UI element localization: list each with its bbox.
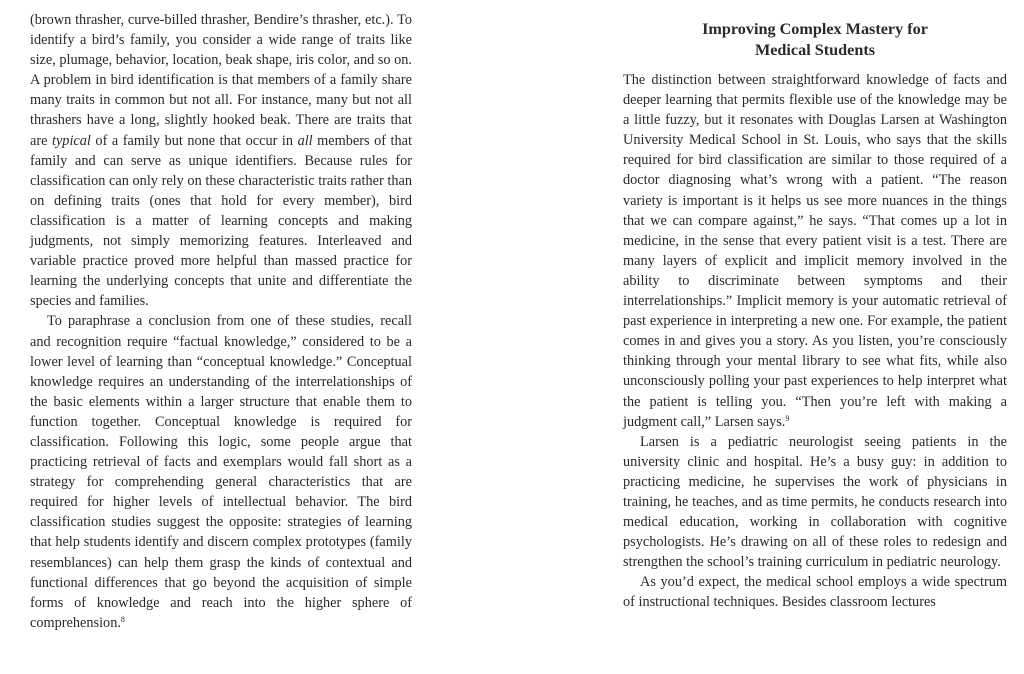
footnote-ref-8[interactable]: 8	[120, 614, 125, 624]
right-paragraph-2: Larsen is a pediatric neurologist seeing patients in the university clinic and hospital. He’s a busy guy: in addition to practicing medicine, he supervises the work of physicians in training, he teaches, and as time permits, he conducts research into medical education, working in collaboration with cognitive psychologists. He’s drawing on all of these roles to redesign and strengthen the school’s training curriculum in pediatric neurology.	[623, 433, 1007, 571]
emphasis-all: all	[297, 132, 313, 149]
left-paragraph-1: (brown thrasher, curve-billed thrasher, Bendire’s thrasher, etc.). To identify a bird’s family, you consider a wide range of traits like size, plumage, behavior, location, beak shape, iris color, and so on. A problem in bird identification is that members of a family share many traits in common but not all. For instance, many but not all thrashers have a long, slightly hooked beak. There are traits that are typical of a family but none that occur in all members of that family and can serve as unique identifiers. Because rules for classification can only rely on these characteristic traits rather than on defining traits (ones that hold for every member), bird classification is a matter of learning concepts and making judgments, not simply memorizing features. Interleaved and variable practice proved more helpful than massed practice for learning the underlying concepts that unite and differentiate the species and families.	[30, 12, 412, 310]
right-page	[623, 19, 1007, 613]
left-paragraph-2: To paraphrase a conclusion from one of these studies, recall and recognition require “factual knowledge,” considered to be a lower level of learning than “conceptual knowledge.” Conceptual knowledge requires an understanding of the interrelationships of the basic elements within a larger structure that enable them to function together. Conceptual knowledge is required for classification. Following this logic, some people argue that practicing retrieval of facts and exemplars would fall short as a strategy for comprehending general characteristics that are required for higher levels of intellectual behavior. The bird classification studies suggest the opposite: strategies of learning that help students identify and discern complex prototypes (family resemblances) can help them grasp the kinds of contextual and functional differences that go beyond the acquisition of simple forms of knowledge and reach into the higher sphere of comprehension.$^8$	[30, 313, 412, 631]
emphasis-typical: typical	[51, 132, 91, 149]
left-page	[30, 10, 412, 633]
right-paragraph-3: As you’d expect, the medical school employs a wide spectrum of instructional techniques. Besides classroom lectures	[623, 574, 1007, 611]
right-paragraph-1: The distinction between straightforward knowledge of facts and deeper learning that permits flexible use of the knowledge may be a little fuzzy, but it resonates with Douglas Larsen at Washington University Medical School in St. Louis, who says that the skills required for bird classification are similar to those required of a doctor diagnosing what’s wrong with a patient. “The reason variety is important is it helps us see more nuances in the things that we can compare against,” he says. “That comes up a lot in medicine, in the sense that every patient visit is a test. There are many layers of explicit and implicit memory involved in the ability to discriminate between symptoms and their interrelationships.” Implicit memory is your automatic retrieval of past experience in interpreting a new one. For example, the patient comes in and gives you a story. As you listen, you’re consciously thinking through your mental library to see what fits, while also unconsciously polling your past experiences to help interpret what the patient is telling you. “Then you’re left with making a judgment call,” Larsen says.$^9$	[623, 72, 1007, 430]
footnote-ref-9[interactable]: 9	[785, 413, 790, 423]
section-heading: Improving Complex Mastery for Medical Students	[702, 20, 928, 59]
